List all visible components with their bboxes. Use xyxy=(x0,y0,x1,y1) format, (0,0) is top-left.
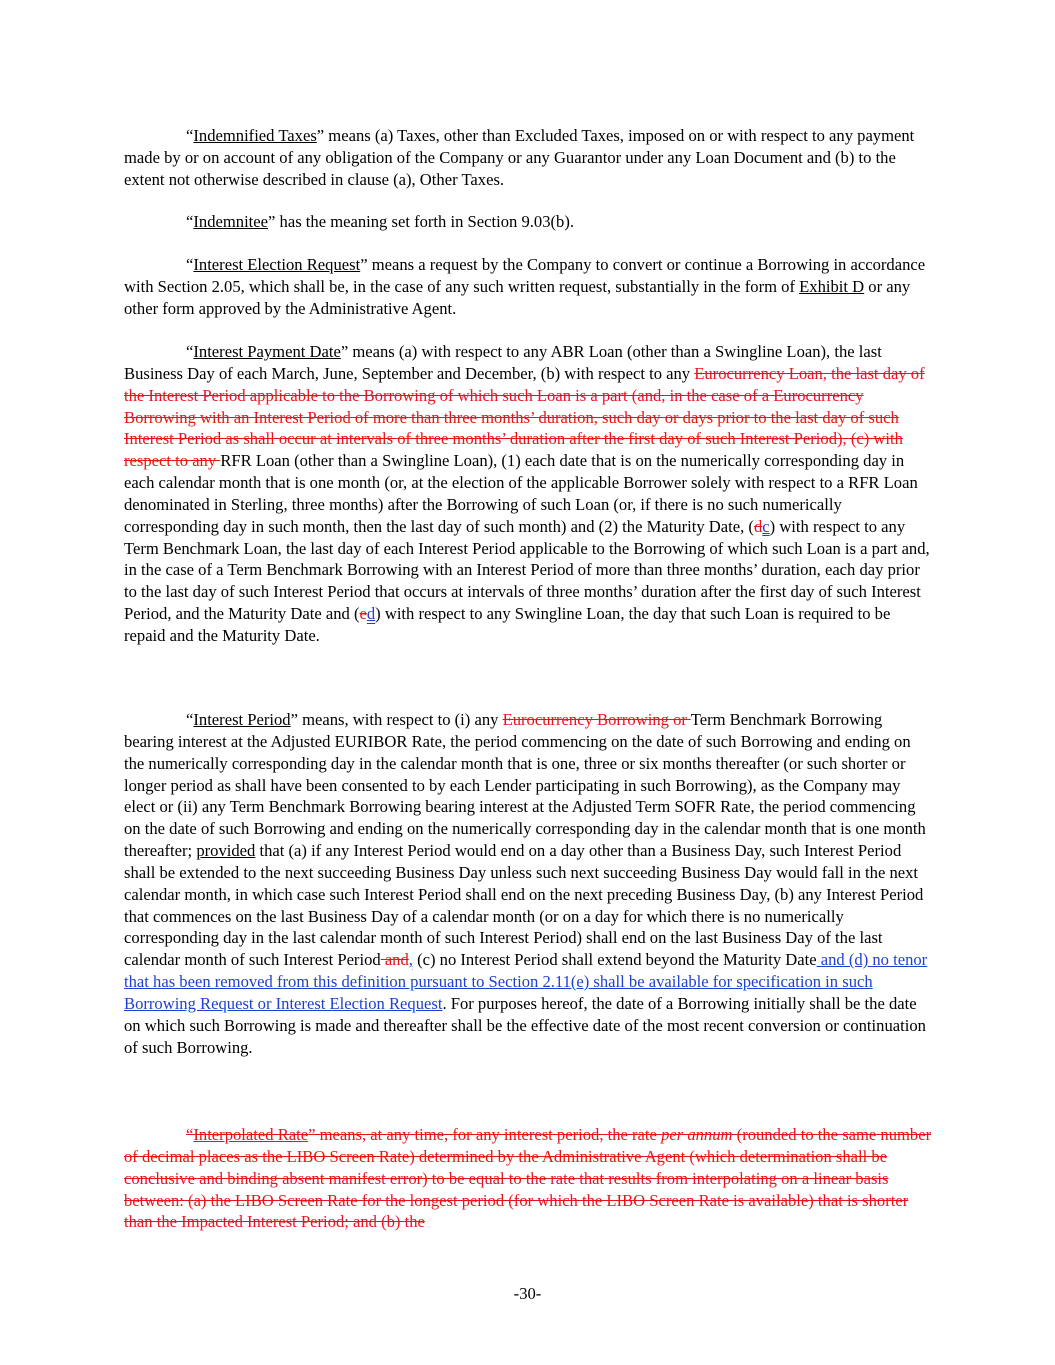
defined-term: Indemnitee xyxy=(193,212,269,231)
page-number: -30- xyxy=(513,1284,542,1303)
definition-text: that (a) if any Interest Period would end on a day other than a Business Day, such Interest Period shall be extended to the next succeeding Business Day unless such next succeeding Business Day would fall in the next calendar month, in which case such Interest Period shall end on the next preceding Business Day, (b) any Interest Period that commences on the last Business Day of a calendar month (or on a day for which there is no numerically corresponding day in the last calendar month of such Interest Period) shall end on the last Business Day of the last calendar month of such Interest Period xyxy=(124,841,924,970)
open-quote: “ xyxy=(186,710,194,729)
deleted-text: Eurocurrency Borrowing or xyxy=(502,710,691,729)
definition-text: or any other form approved by the Administrative Agent. xyxy=(124,276,911,318)
definition-text: ) with respect to any Swingline Loan, the day that such Loan is required to be repaid and the Maturity Date. xyxy=(124,604,891,645)
definition-indemnified-taxes xyxy=(124,125,934,191)
definition-text: ” has the meaning set forth in Section 9.03(b). xyxy=(268,212,575,231)
definition-text: ” means (a) with respect to any ABR Loan (other than a Swingline Loan), the last Business Day of each March, June, September and December, (b) with respect to any xyxy=(124,342,882,383)
definition-interest-payment-date xyxy=(124,341,934,647)
inserted-text: c xyxy=(762,516,770,536)
inserted-text: and (d) no tenor that has been removed from this definition pursuant to Section 2.11(e) shall be available for specification in such Borrowing Request or Interest Election Request xyxy=(124,950,928,1013)
definition-indemnitee xyxy=(124,211,934,233)
deleted-text: e xyxy=(359,604,367,624)
open-quote: “ xyxy=(186,126,194,145)
definition-interest-election-request xyxy=(124,254,934,320)
definition-text: ” means, at any time, for any interest period, the rate xyxy=(308,1125,662,1144)
open-quote: “ xyxy=(186,212,194,231)
defined-term: Interest Payment Date xyxy=(193,342,341,361)
italic-text: per annum xyxy=(661,1125,733,1144)
definition-text: ” means a request by the Company to convert or continue a Borrowing in accordance with Section 2.05, which shall be, in the case of any such written request, substantially in the form of xyxy=(124,255,926,296)
inserted-text: d xyxy=(366,604,376,624)
definition-text: RFR Loan (other than a Swingline Loan), (1) each date that is on the numerically corresponding day in each calendar month that is one month (or, at the election of the applicable Borrower solely with respect to a RFR Loan denominated in Sterling, three months) after the Borrowing of such Loan (or, if there is no such numerically corresponding day in such month, then the last day of such month) and (2) the Maturity Date, ( xyxy=(124,451,918,536)
defined-term: Interpolated Rate xyxy=(193,1125,309,1144)
definition-interest-period xyxy=(124,709,934,1059)
defined-term: Interest Period xyxy=(193,710,291,729)
deleted-text: d xyxy=(753,516,763,536)
definition-text: . For purposes hereof, the date of a Borrowing initially shall be the date on which such Borrowing is made and thereafter shall be the effective date of the most recent conversion or continuation of such Borrowing. xyxy=(124,993,926,1057)
definition-text: Term Benchmark Borrowing bearing interest at the Adjusted EURIBOR Rate, the period commencing on the date of such Borrowing and ending on the numerically corresponding day in the calendar month that is one, three or six months thereafter (or such shorter or longer period as shall have been consented to by each Lender participating in such Borrowing), as the Company may elect or (ii) any Term Benchmark Borrowing bearing interest at the Adjusted Term SOFR Rate, the period commencing on the date of such Borrowing and ending on the numerically corresponding day in the calendar month that is one month thereafter; xyxy=(124,710,926,861)
defined-term: Indemnified Taxes xyxy=(193,126,317,145)
provided-term: provided xyxy=(196,841,256,861)
definition-text: ) with respect to any Term Benchmark Loan, the last day of each Interest Period applicable to the Borrowing of which such Loan is a part and, in the case of a Term Benchmark Borrowing with an Interest Period of more than three months’ duration, each day prior to the last day of such Interest Period that occurs at intervals of three months’ duration after the first day of such Interest Period, and the Maturity Date and ( xyxy=(124,516,930,624)
deleted-text: Eurocurrency Loan, the last day of the Interest Period applicable to the Borrowing of which such Loan is a part (and, in the case of a Eurocurrency Borrowing with an Interest Period of more than three months’ duration, such day or days prior to the last day of such Interest Period as shall occur at intervals of three months’ duration after the first day of such Interest Period), (c) with respect to any xyxy=(124,363,925,471)
exhibit-reference: Exhibit D xyxy=(799,276,865,296)
defined-term: Interest Election Request xyxy=(193,255,361,274)
definition-interpolated-rate-deleted xyxy=(124,1124,934,1233)
definition-text: (c) no Interest Period shall extend beyond the Maturity Date xyxy=(412,950,817,970)
definition-text: (rounded to the same number of decimal places as the LIBO Screen Rate) determined by the Administrative Agent (which determination shall be conclusive and binding absent manifest error) to be equal to the rate that results from interpolating on a linear basis between: (a) the LIBO Screen Rate for the longest period (for which the LIBO Screen Rate is available) that is shorter than the Impacted Interest Period; and (b) the xyxy=(124,1125,932,1232)
definition-text: ” means, with respect to (i) any xyxy=(290,710,503,729)
deleted-text: and xyxy=(380,950,409,970)
definition-text: ” means (a) Taxes, other than Excluded Taxes, imposed on or with respect to any payment made by or on account of any obligation of the Company or any Guarantor under any Loan Document and (b) to the extent not otherwise described in clause (a), Other Taxes. xyxy=(124,126,915,189)
open-quote: “ xyxy=(186,342,194,361)
inserted-text: , xyxy=(408,950,413,970)
open-quote: “ xyxy=(186,255,194,274)
open-quote: “ xyxy=(186,1125,194,1144)
